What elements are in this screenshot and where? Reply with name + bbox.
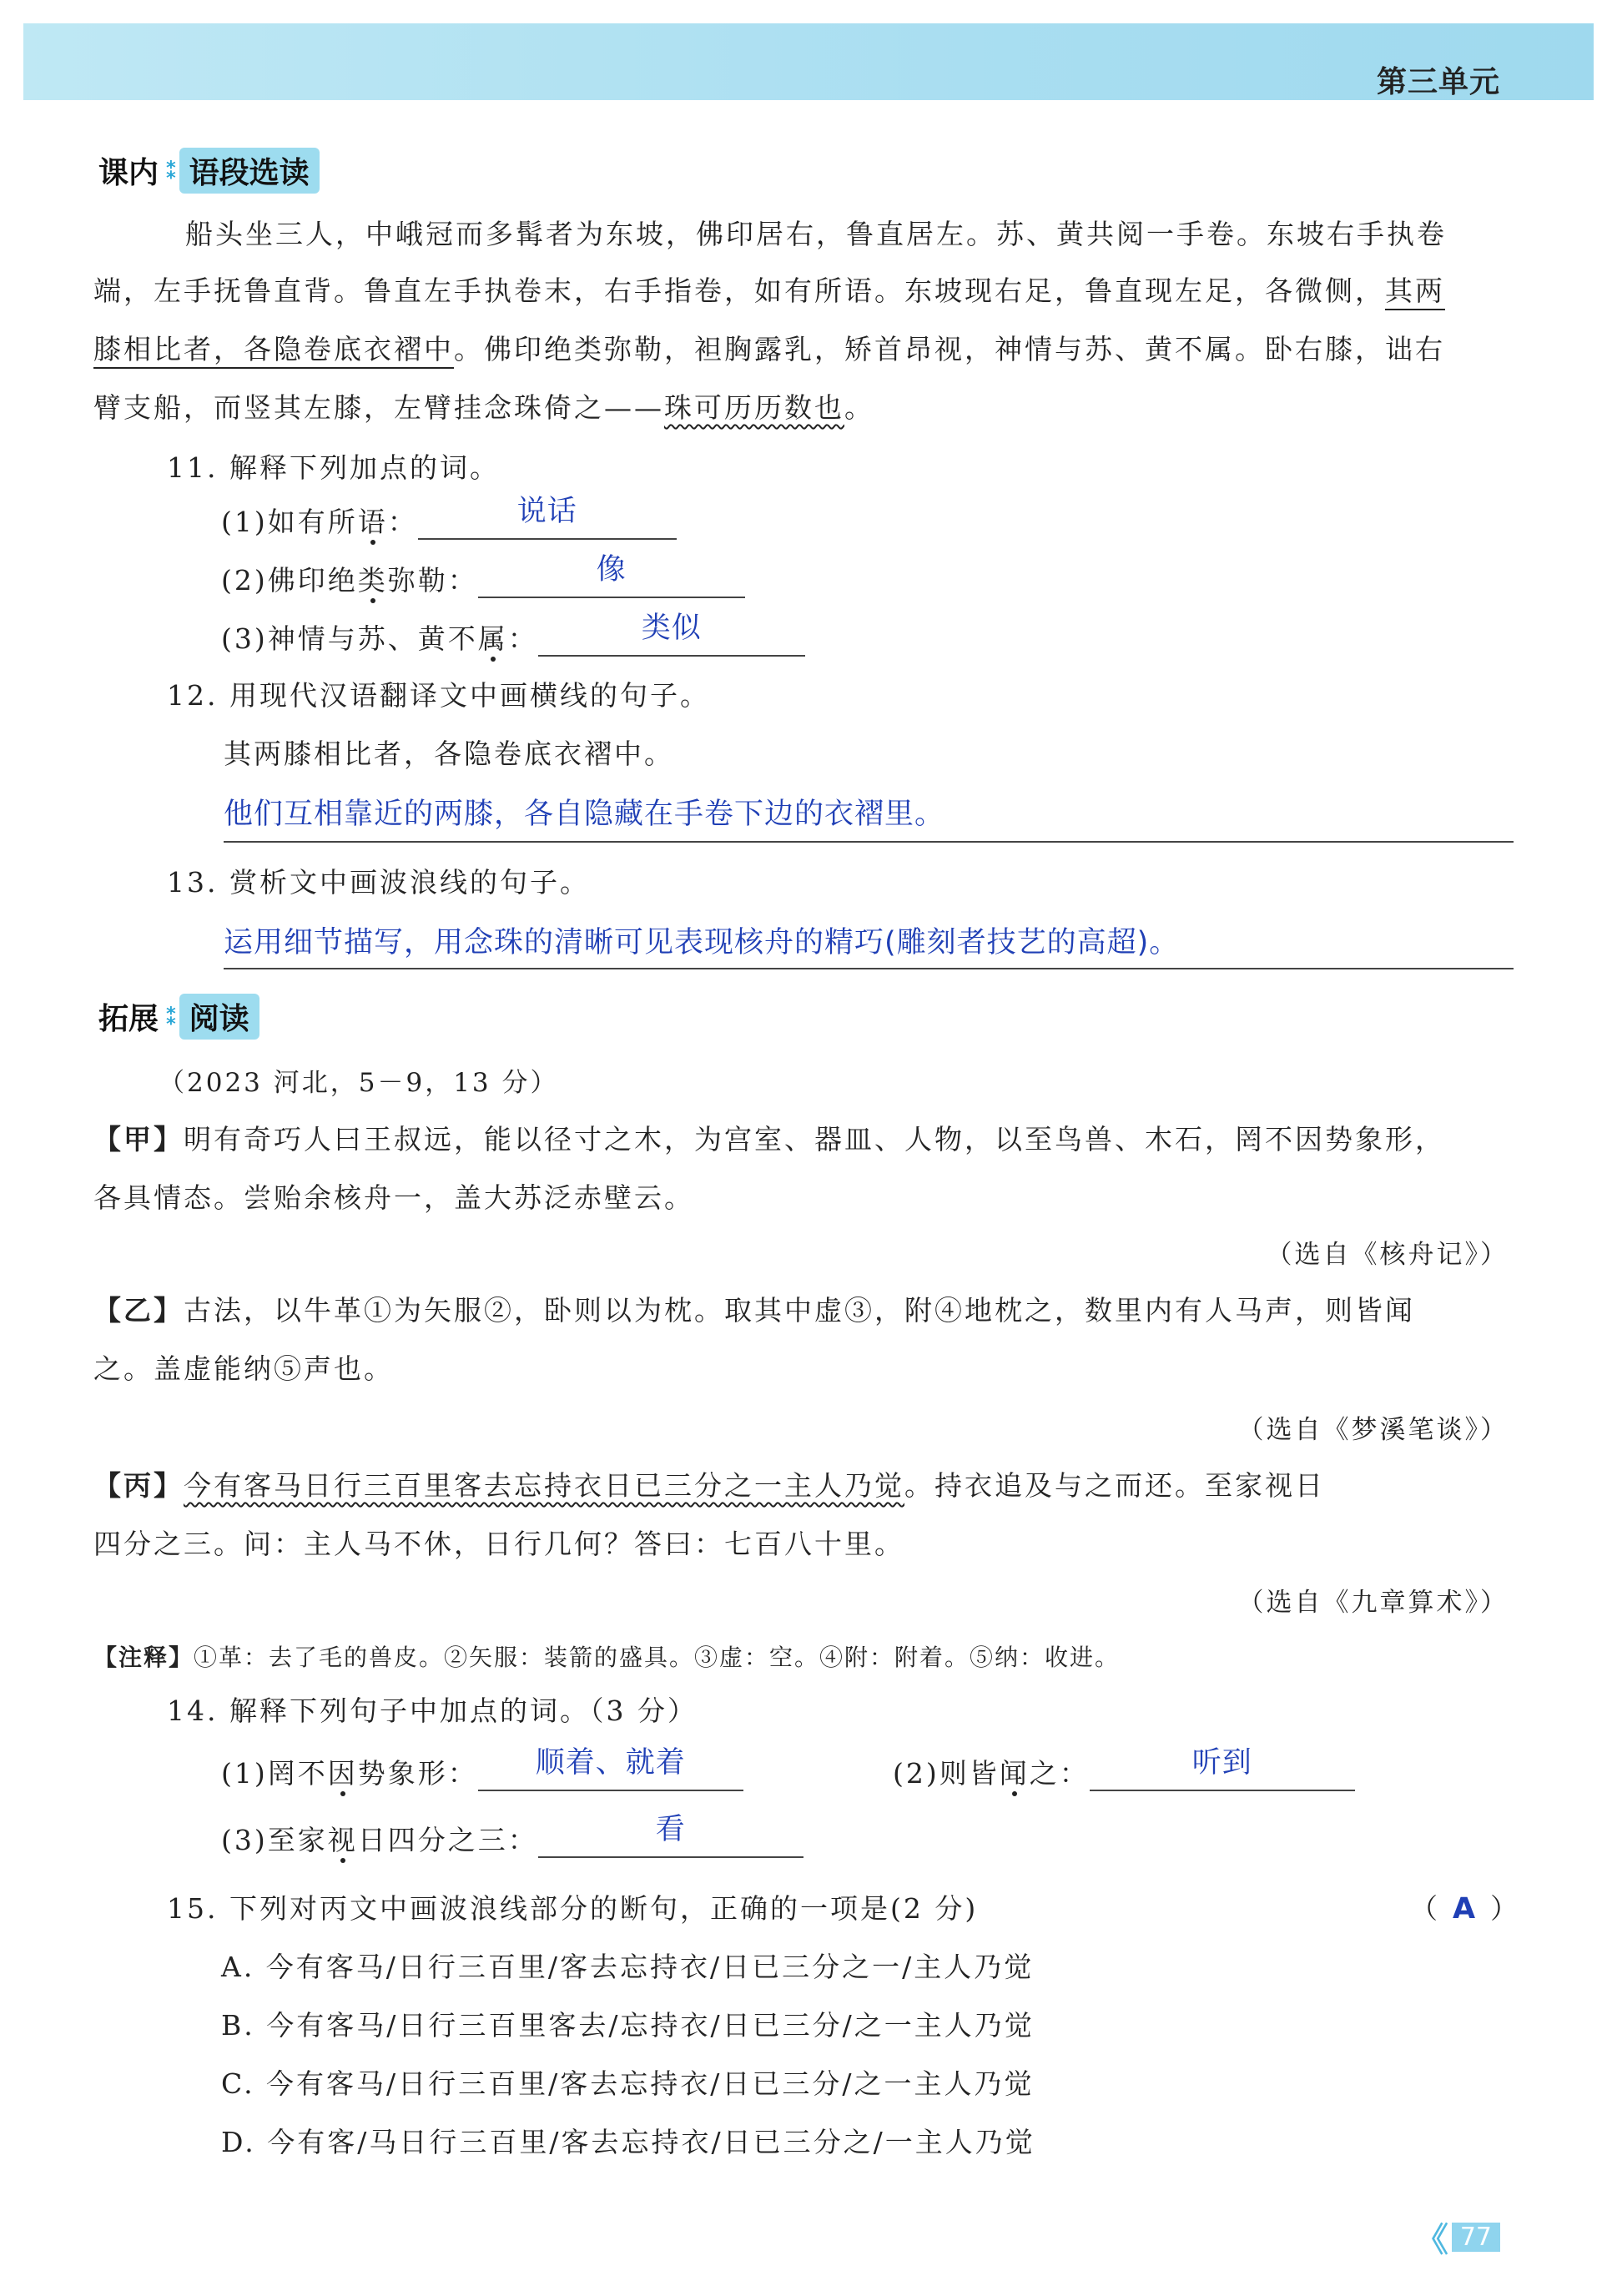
page-number xyxy=(1415,2213,1500,2261)
q15-option-d[interactable]: D. 今有客/马日行三百里/客去忘持衣/日已三分之/一主人乃觉 xyxy=(221,2126,1035,2158)
q14-stem: 14. 解释下列句子中加点的词。（3 分） xyxy=(167,1694,698,1727)
q14-b xyxy=(893,1746,1355,1791)
yi-line1-text: 古法，以牛革①为矢服②，卧则以为枕。取其中虚③，附④地枕之，数里内有人马声，则皆闻 xyxy=(184,1294,1415,1327)
q14-c-blank[interactable] xyxy=(538,1813,803,1858)
q15-bracket-open: （ xyxy=(1410,1892,1438,1925)
q14-c-pre: (3)至家 xyxy=(221,1824,328,1856)
q14-b-post: 之： xyxy=(1029,1757,1090,1790)
q11-c-answer: 类似 xyxy=(641,612,702,645)
bing-source: （选自《九章算术》） xyxy=(1237,1588,1509,1618)
section2-tag-part1: 拓展 xyxy=(98,1001,159,1036)
q14-c xyxy=(221,1813,803,1858)
section-tag-part2: 语段选读 xyxy=(179,148,320,194)
passage1-line2-text: 端，左手抚鲁直背。鲁直左手执卷末，右手指卷，如有所语。东坡现右足，鲁直现左足，各微侧， xyxy=(93,274,1385,307)
yi-label: 【乙】 xyxy=(93,1294,184,1327)
jia-source: （选自《核舟记》） xyxy=(1266,1240,1509,1270)
q14-a-blank[interactable] xyxy=(478,1746,743,1791)
q15-option-c[interactable]: C. 今有客马/日行三百里/客去忘持衣/日已三分/之一主人乃觉 xyxy=(221,2067,1035,2100)
q14-c-post: 日四分之三： xyxy=(357,1824,538,1856)
notes-text: ①革：去了毛的兽皮。②矢服：装箭的盛具。③虚：空。④附：附着。⑤纳：收进。 xyxy=(194,1644,1121,1671)
bing-line1-text: 。持衣追及与之而还。至家视日 xyxy=(904,1469,1325,1502)
section-tag-extended xyxy=(93,993,259,1040)
q11-b-dotted-word: 类 xyxy=(357,564,388,597)
jia-line1 xyxy=(93,1118,1445,1157)
chevron-left-icon: 《 xyxy=(1414,2221,1448,2259)
q12-answer-rule xyxy=(224,841,1514,843)
q14-b-dotted-word: 闻 xyxy=(999,1757,1030,1790)
header-band xyxy=(23,23,1594,100)
page-number-value: 77 xyxy=(1452,2223,1500,2252)
unit-title: 第三单元 xyxy=(1376,65,1500,99)
q14-c-answer: 看 xyxy=(655,1813,686,1846)
section-tag-in-class xyxy=(93,147,320,194)
wavy-sentence: 珠可历历数也 xyxy=(664,391,844,424)
underlined-sentence-part1: 其两 xyxy=(1385,274,1445,310)
section2-tag-part2: 阅读 xyxy=(179,994,259,1040)
notes xyxy=(93,1639,1120,1673)
q11-b-post: 弥勒： xyxy=(387,564,478,597)
passage1-line2 xyxy=(93,269,1445,309)
passage1-line3 xyxy=(93,328,1445,367)
q11-a-answer: 说话 xyxy=(516,495,577,528)
q11-b-answer: 像 xyxy=(596,553,627,587)
q11-a-pre: (1)如有所 xyxy=(221,506,358,538)
q14-a-post: 势象形： xyxy=(357,1757,478,1790)
q15-option-b[interactable]: B. 今有客马/日行三百里客去/忘持衣/日已三分/之一主人乃觉 xyxy=(221,2009,1035,2042)
q13-stem: 13. 赏析文中画波浪线的句子。 xyxy=(167,866,590,899)
q14-b-answer: 听到 xyxy=(1191,1746,1252,1780)
q11-c-post: ： xyxy=(507,622,538,655)
q13-answer[interactable]: 运用细节描写，用念珠的清晰可见表现核舟的精巧(雕刻者技艺的高超)。 xyxy=(224,926,1180,959)
underlined-sentence-part2: 膝相比者，各隐卷底衣褶中 xyxy=(93,333,454,369)
q11-b-blank[interactable] xyxy=(478,553,745,598)
q14-a-pre: (1)罔不 xyxy=(221,1757,328,1790)
q15-option-a[interactable]: A. 今有客马/日行三百里/客去忘持衣/日已三分之一/主人乃觉 xyxy=(221,1951,1035,1983)
q11-a-dotted-word: 语 xyxy=(357,506,388,538)
q12-answer[interactable]: 他们互相靠近的两膝，各自隐藏在手卷下边的衣褶里。 xyxy=(224,798,945,831)
bing-line2: 四分之三。问：主人马不休，日行几何？答曰：七百八十里。 xyxy=(93,1528,904,1560)
jia-line1-text: 明有奇巧人曰王叔远，能以径寸之木，为宫室、器皿、人物，以至鸟兽、木石，罔不因势象形， xyxy=(184,1123,1445,1156)
q11-a-blank[interactable] xyxy=(418,495,677,540)
yi-source: （选自《梦溪笔谈》） xyxy=(1237,1415,1509,1445)
q11-c xyxy=(221,612,805,657)
section-tag-part1: 课内 xyxy=(98,155,159,190)
yi-line1 xyxy=(93,1289,1415,1328)
q12-sentence: 其两膝相比者，各隐卷底衣褶中。 xyxy=(224,738,674,770)
section2-tag-dot-icon: ⁑ xyxy=(165,1002,178,1030)
q12-stem: 12. 用现代汉语翻译文中画横线的句子。 xyxy=(167,679,710,712)
passage1-line4 xyxy=(93,386,874,425)
q15-stem: 15. 下列对丙文中画波浪线部分的断句，正确的一项是(2 分) xyxy=(167,1892,979,1925)
bing-wavy-sentence: 今有客马日行三百里客去忘持衣日已三分之一主人乃觉 xyxy=(184,1469,904,1502)
q14-a xyxy=(221,1746,743,1791)
q14-c-dotted-word: 视 xyxy=(327,1824,358,1856)
q11-c-dotted-word: 属 xyxy=(477,622,508,655)
q15-answer: A xyxy=(1453,1892,1476,1926)
q14-b-pre: (2)则皆 xyxy=(893,1757,1000,1790)
q11-a-post: ： xyxy=(387,506,418,538)
bing-line1 xyxy=(93,1464,1325,1503)
jia-line2: 各具情态。尝贻余核舟一，盖大苏泛赤壁云。 xyxy=(93,1181,694,1214)
passage1-line4-end: 。 xyxy=(844,391,874,424)
passage1-line4-text: 臂支船，而竖其左膝，左臂挂念珠倚之—— xyxy=(93,391,664,424)
q14-a-dotted-word: 因 xyxy=(327,1757,358,1790)
q11-b-pre: (2)佛印绝 xyxy=(221,564,358,597)
q11-c-blank[interactable] xyxy=(538,612,805,657)
q11-a xyxy=(221,495,677,540)
q15-answer-bracket[interactable] xyxy=(1410,1887,1518,1926)
source-line: （2023 河北，5－9，13 分） xyxy=(159,1068,559,1098)
passage1-line1: 船头坐三人，中峨冠而多髯者为东坡，佛印居右，鲁直居左。苏、黄共阅一手卷。东坡右手执卷 xyxy=(185,218,1447,250)
q11-stem: 11. 解释下列加点的词。 xyxy=(167,451,500,484)
section-tag-dot-icon: ⁑ xyxy=(165,156,178,184)
passage1-line3-text: 。佛印绝类弥勒，袒胸露乳，矫首昂视，神情与苏、黄不属。卧右膝，诎右 xyxy=(454,333,1445,365)
q14-b-blank[interactable] xyxy=(1090,1746,1355,1791)
yi-line2: 之。盖虚能纳⑤声也。 xyxy=(93,1352,394,1385)
notes-label: 【注释】 xyxy=(93,1644,194,1671)
q11-b xyxy=(221,553,745,598)
q11-c-pre: (3)神情与苏、黄不 xyxy=(221,622,478,655)
q13-answer-rule xyxy=(224,968,1514,969)
q15-bracket-close: ） xyxy=(1490,1892,1519,1925)
q14-a-answer: 顺着、就着 xyxy=(535,1746,686,1780)
jia-label: 【甲】 xyxy=(93,1123,184,1156)
bing-label: 【丙】 xyxy=(93,1469,184,1502)
